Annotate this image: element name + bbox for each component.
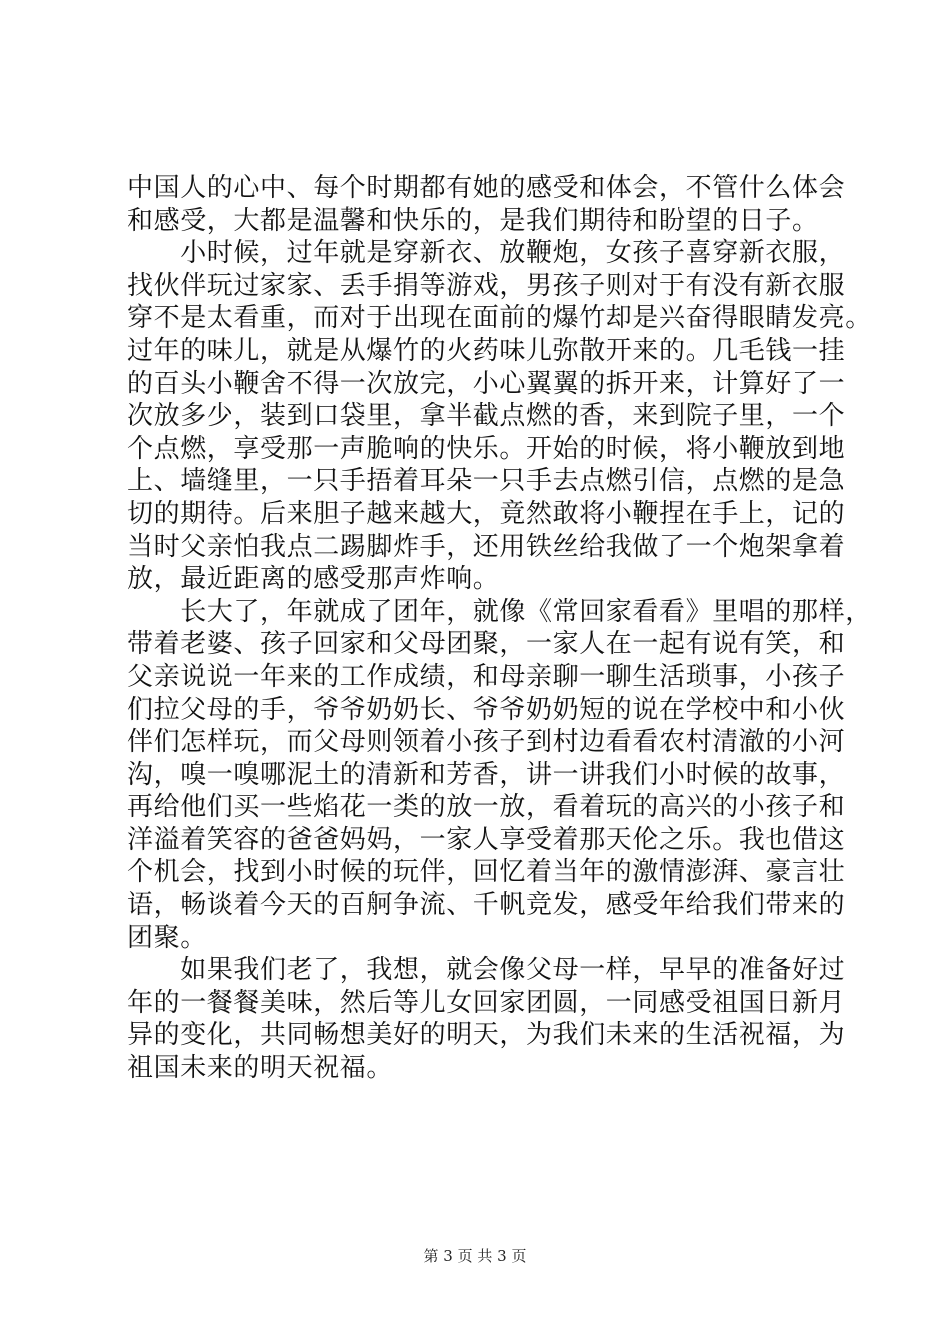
text-line: 们拉父母的手，爷爷奶奶长、爷爷奶奶短的说在学校中和小伙 <box>127 694 846 725</box>
text-line: 年的一餐餐美味，然后等儿女回家团圆，一同感受祖国日新月 <box>127 987 846 1018</box>
text-line: 个点燃，享受那一声脆响的快乐。开始的时候，将小鞭放到地 <box>127 433 846 464</box>
text-line: 当时父亲怕我点二踢脚炸手，还用铁丝给我做了一个炮架拿着 <box>127 531 846 562</box>
paragraph-1 <box>127 172 867 237</box>
text-line: 上、墙缝里，一只手捂着耳朵一只手去点燃引信，点燃的是急 <box>127 466 846 497</box>
text-line: 和感受，大都是温馨和快乐的，是我们期待和盼望的日子。 <box>127 205 819 236</box>
text-line: 洋溢着笑容的爸爸妈妈，一家人享受着那天伦之乐。我也借这 <box>127 824 846 855</box>
text-line: 的百头小鞭舍不得一次放完，小心翼翼的拆开来，计算好了一 <box>127 368 846 399</box>
page-number-footer: 第 3 页 共 3 页 <box>423 1247 527 1265</box>
paragraph-4 <box>127 954 867 1084</box>
text-line: 中国人的心中、每个时期都有她的感受和体会，不管什么体会 <box>127 173 846 203</box>
text-line: 长大了，年就成了团年，就像《常回家看看》里唱的那样， <box>127 596 872 627</box>
text-line: 过年的味儿，就是从爆竹的火药味儿弥散开来的。几毛钱一挂 <box>127 335 846 366</box>
text-line: 放，最近距离的感受那声炸响。 <box>127 564 500 595</box>
text-line: 切的期待。后来胆子越来越大，竟然敢将小鞭捏在手上，记的 <box>127 498 846 529</box>
document-body <box>127 172 872 1085</box>
text-line: 沟，嗅一嗅哪泥土的清新和芳香，讲一讲我们小时候的故事， <box>127 759 846 790</box>
paragraph-3 <box>127 596 872 955</box>
text-line: 父亲说说一年来的工作成绩，和母亲聊一聊生活琐事，小孩子 <box>127 661 846 692</box>
text-line: 异的变化，共同畅想美好的明天，为我们未来的生活祝福，为 <box>127 1020 846 1051</box>
text-line: 再给他们买一些焰花一类的放一放，看着玩的高兴的小孩子和 <box>127 792 846 823</box>
text-line: 找伙伴玩过家家、丢手捐等游戏，男孩子则对于有没有新衣服 <box>127 270 846 301</box>
text-line: 穿不是太看重，而对于出现在面前的爆竹却是兴奋得眼睛发亮。 <box>127 303 872 334</box>
text-line: 小时候，过年就是穿新衣、放鞭炮，女孩子喜穿新衣服， <box>127 238 846 269</box>
text-line: 如果我们老了，我想，就会像父母一样，早早的准备好过 <box>127 955 846 986</box>
text-line: 伴们怎样玩，而父母则领着小孩子到村边看看农村清澈的小河 <box>127 727 846 758</box>
text-line: 个机会，找到小时候的玩伴，回忆着当年的激情澎湃、豪言壮 <box>127 857 846 888</box>
text-line: 团聚。 <box>127 922 207 953</box>
text-line: 语，畅谈着今天的百舸争流、千帆竞发，感受年给我们带来的 <box>127 890 846 921</box>
text-line: 次放多少，装到口袋里，拿半截点燃的香，来到院子里，一个 <box>127 401 846 432</box>
text-line: 祖国未来的明天祝福。 <box>127 1053 394 1084</box>
text-line: 带着老婆、孩子回家和父母团聚，一家人在一起有说有笑，和 <box>127 629 846 660</box>
paragraph-2 <box>127 237 872 596</box>
